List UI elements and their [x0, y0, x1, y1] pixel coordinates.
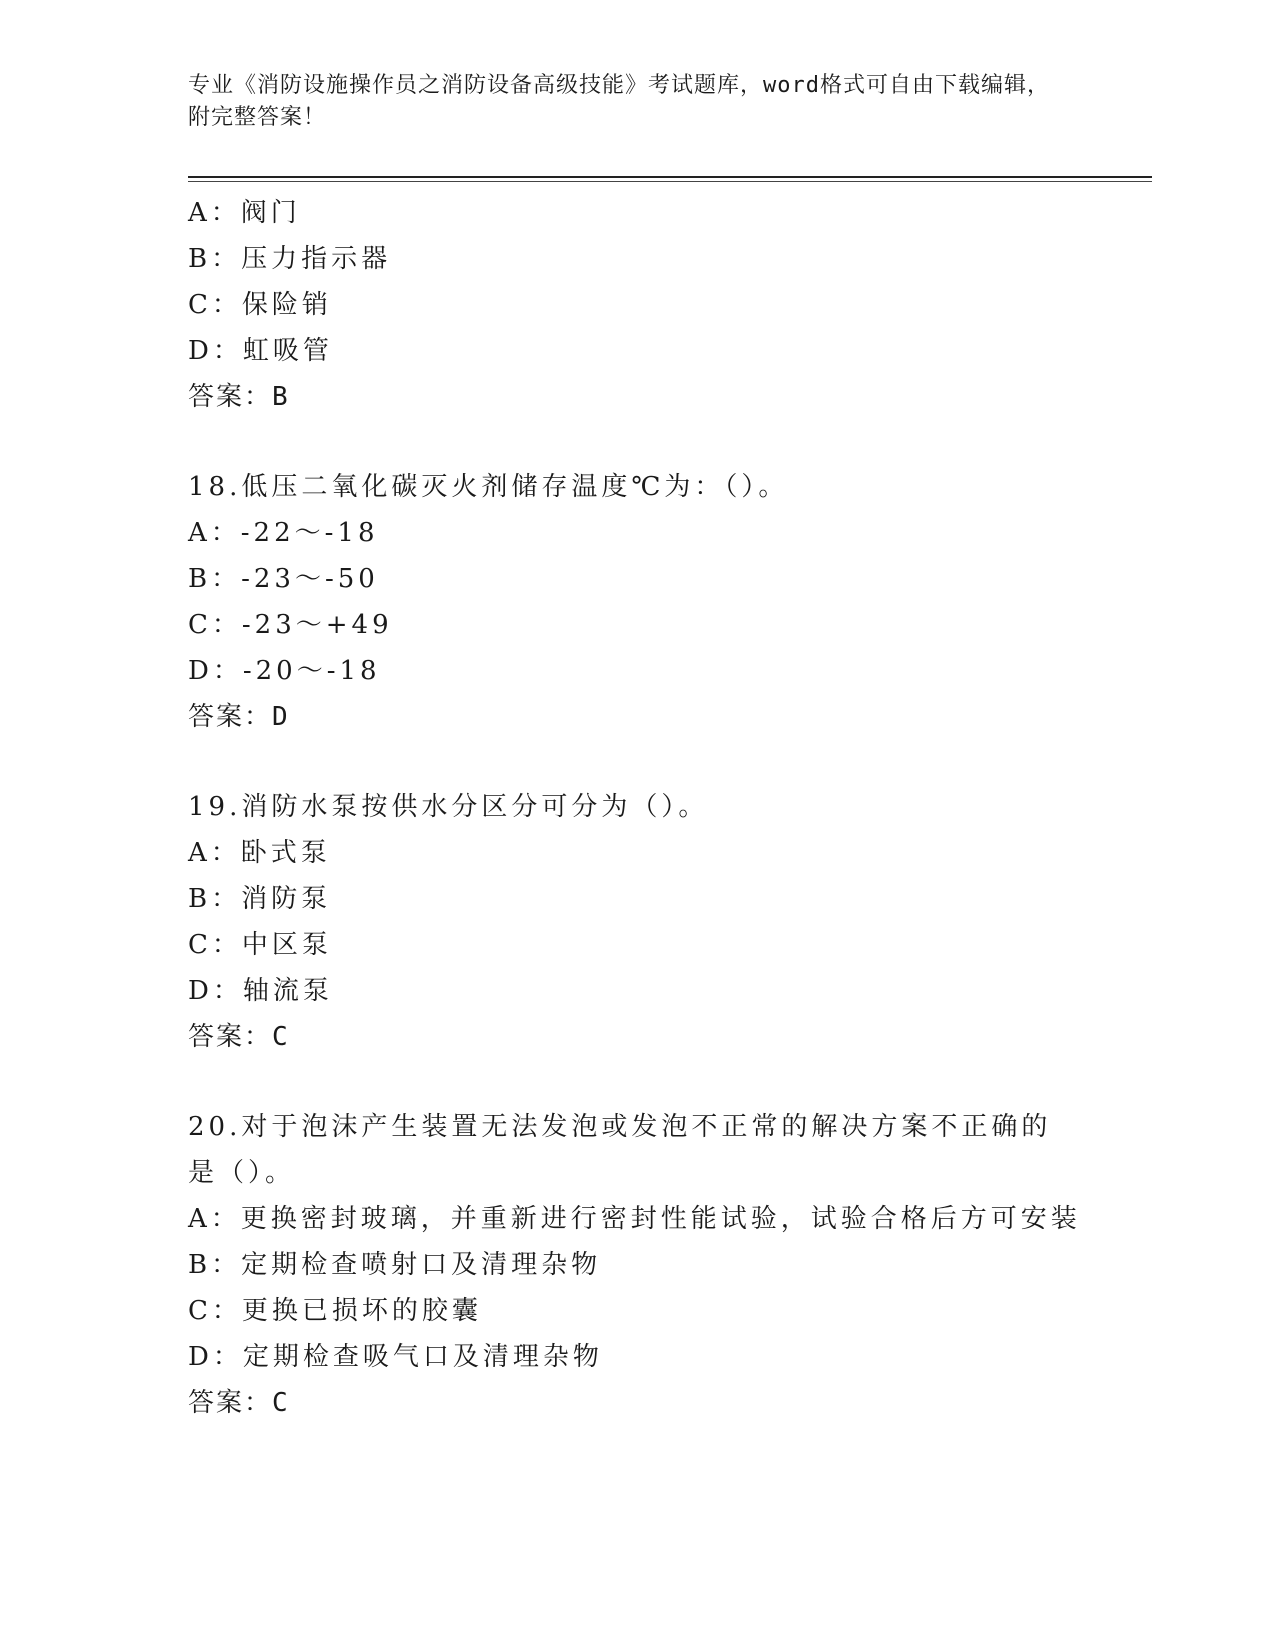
- option-a: A：卧式泵: [188, 838, 331, 868]
- question-stem: 20.对于泡沫产生装置无法发泡或发泡不正常的解决方案不正确的是（）。: [188, 1112, 1052, 1188]
- option-d: D：定期检查吸气口及清理杂物: [188, 1342, 603, 1372]
- answer-label: 答案：: [188, 1388, 273, 1418]
- document-header: [188, 70, 1068, 134]
- answer-label: 答案：: [188, 1022, 273, 1052]
- question-19-block: [188, 784, 1088, 1060]
- header-text: 专业《消防设施操作员之消防设备高级技能》考试题库，word格式可自由下载编辑，附完整答案！: [188, 73, 1050, 130]
- answer-label: 答案：: [188, 382, 273, 412]
- option-c: C：中区泵: [188, 930, 332, 960]
- option-c: C：更换已损坏的胶囊: [188, 1296, 482, 1326]
- answer-value: D: [272, 702, 290, 732]
- answer-line: [188, 1380, 1088, 1426]
- question-17-block: [188, 190, 1088, 420]
- option-b: B：定期检查喷射口及清理杂物: [188, 1250, 602, 1280]
- answer-line: [188, 1014, 1088, 1060]
- question-20-block: [188, 1104, 1088, 1426]
- answer-line: [188, 694, 1088, 740]
- answer-label: 答案：: [188, 702, 273, 732]
- option-d: D：-20～-18: [188, 656, 381, 686]
- answer-value: B: [272, 382, 290, 412]
- option-a: A：更换密封玻璃，并重新进行密封性能试验，试验合格后方可安装: [188, 1204, 1081, 1234]
- option-b: B：压力指示器: [188, 244, 392, 274]
- option-b: B：消防泵: [188, 884, 332, 914]
- option-c: C：-23～+49: [188, 610, 393, 640]
- option-d: D：轴流泵: [188, 976, 333, 1006]
- option-a: A：阀门: [188, 198, 301, 228]
- answer-line: [188, 374, 1088, 420]
- question-18-block: [188, 464, 1088, 740]
- question-list: [188, 190, 1088, 1426]
- answer-value: C: [272, 1022, 290, 1052]
- header-divider-thin: [188, 181, 1152, 182]
- question-stem: 18.低压二氧化碳灭火剂储存温度℃为：（）。: [188, 472, 789, 502]
- option-b: B：-23～-50: [188, 564, 379, 594]
- option-d: D：虹吸管: [188, 336, 333, 366]
- option-c: C：保险销: [188, 290, 332, 320]
- question-stem: 19.消防水泵按供水分区分可分为（）。: [188, 792, 709, 822]
- header-divider: [188, 176, 1152, 178]
- option-a: A：-22～-18: [188, 518, 379, 548]
- answer-value: C: [272, 1388, 290, 1418]
